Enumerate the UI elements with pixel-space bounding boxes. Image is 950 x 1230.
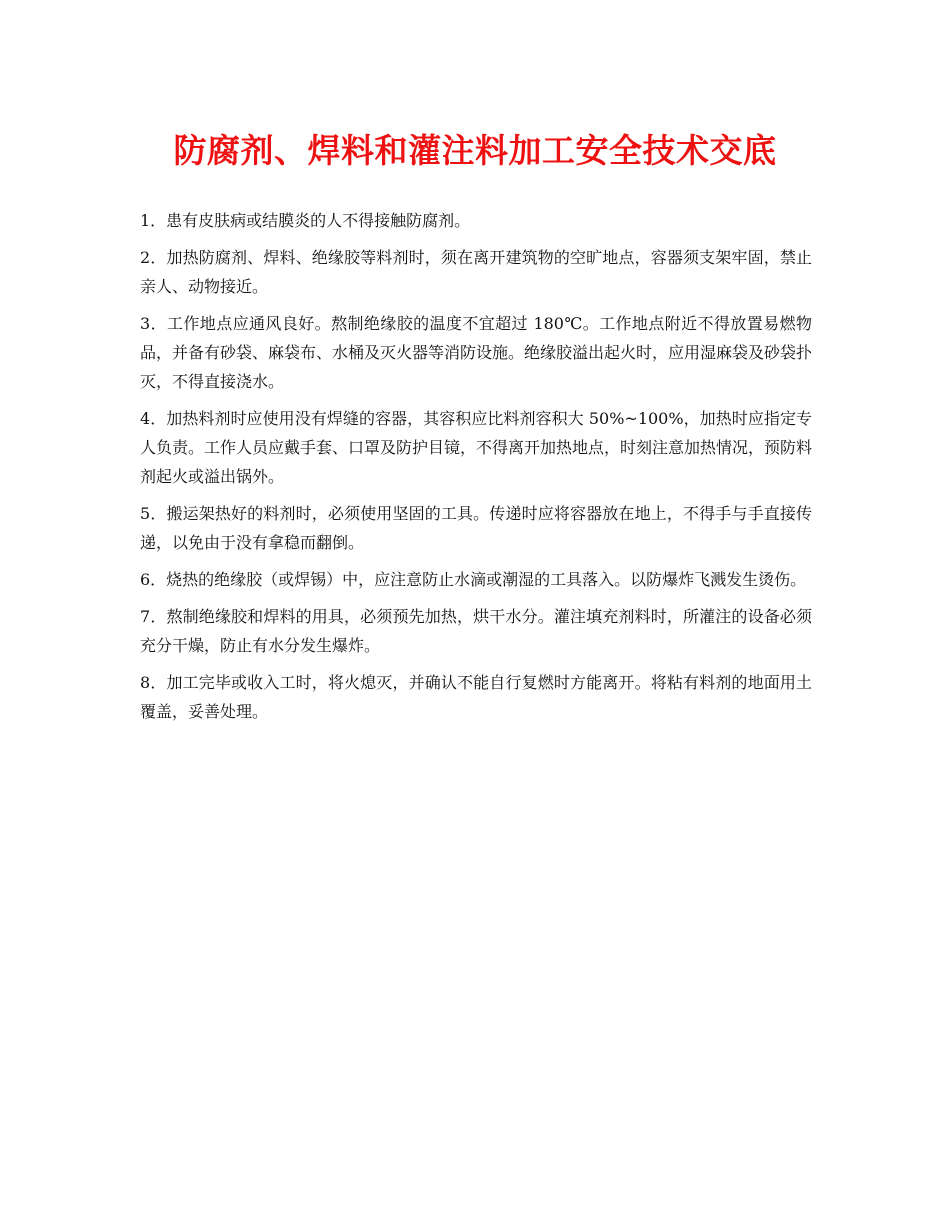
list-item-7: 7．熬制绝缘胶和焊料的用具，必须预先加热，烘干水分。灌注填充剂料时，所灌注的设备必须充分干燥，防止有水分发生爆炸。 — [140, 607, 812, 655]
list-item-8: 8．加工完毕或收入工时，将火熄灭，并确认不能自行复燃时方能离开。将粘有料剂的地面用土覆盖，妥善处理。 — [140, 673, 812, 721]
list-item-1: 1．患有皮肤病或结膜炎的人不得接触防腐剂。 — [140, 211, 471, 230]
list-item-3: 3．工作地点应通风良好。熬制绝缘胶的温度不宜超过 180℃。工作地点附近不得放置易燃物品，并备有砂袋、麻袋布、水桶及灭火器等消防设施。绝缘胶溢出起火时，应用湿麻袋及砂袋扑灭，不得直接浇水。 — [140, 314, 813, 391]
document-title: 防腐剂、焊料和灌注料加工安全技术交底 — [173, 131, 777, 170]
list-item-6: 6．烧热的绝缘胶（或焊锡）中，应注意防止水滴或潮湿的工具落入。以防爆炸飞溅发生烫伤。 — [140, 570, 807, 589]
list-item-5: 5．搬运架热好的料剂时，必须使用坚固的工具。传递时应将容器放在地上，不得手与手直接传递，以免由于没有拿稳而翻倒。 — [140, 504, 812, 552]
list-item-4: 4．加热料剂时应使用没有焊缝的容器，其容积应比料剂容积大 50%~100%，加热时应指定专人负责。工作人员应戴手套、口罩及防护目镜，不得离开加热地点，时刻注意加热情况，预防料剂起火或溢出锅外。 — [140, 409, 813, 486]
document-body — [140, 206, 812, 734]
list-item-2: 2．加热防腐剂、焊料、绝缘胶等料剂时，须在离开建筑物的空旷地点，容器须支架牢固，禁止亲人、动物接近。 — [140, 248, 812, 296]
